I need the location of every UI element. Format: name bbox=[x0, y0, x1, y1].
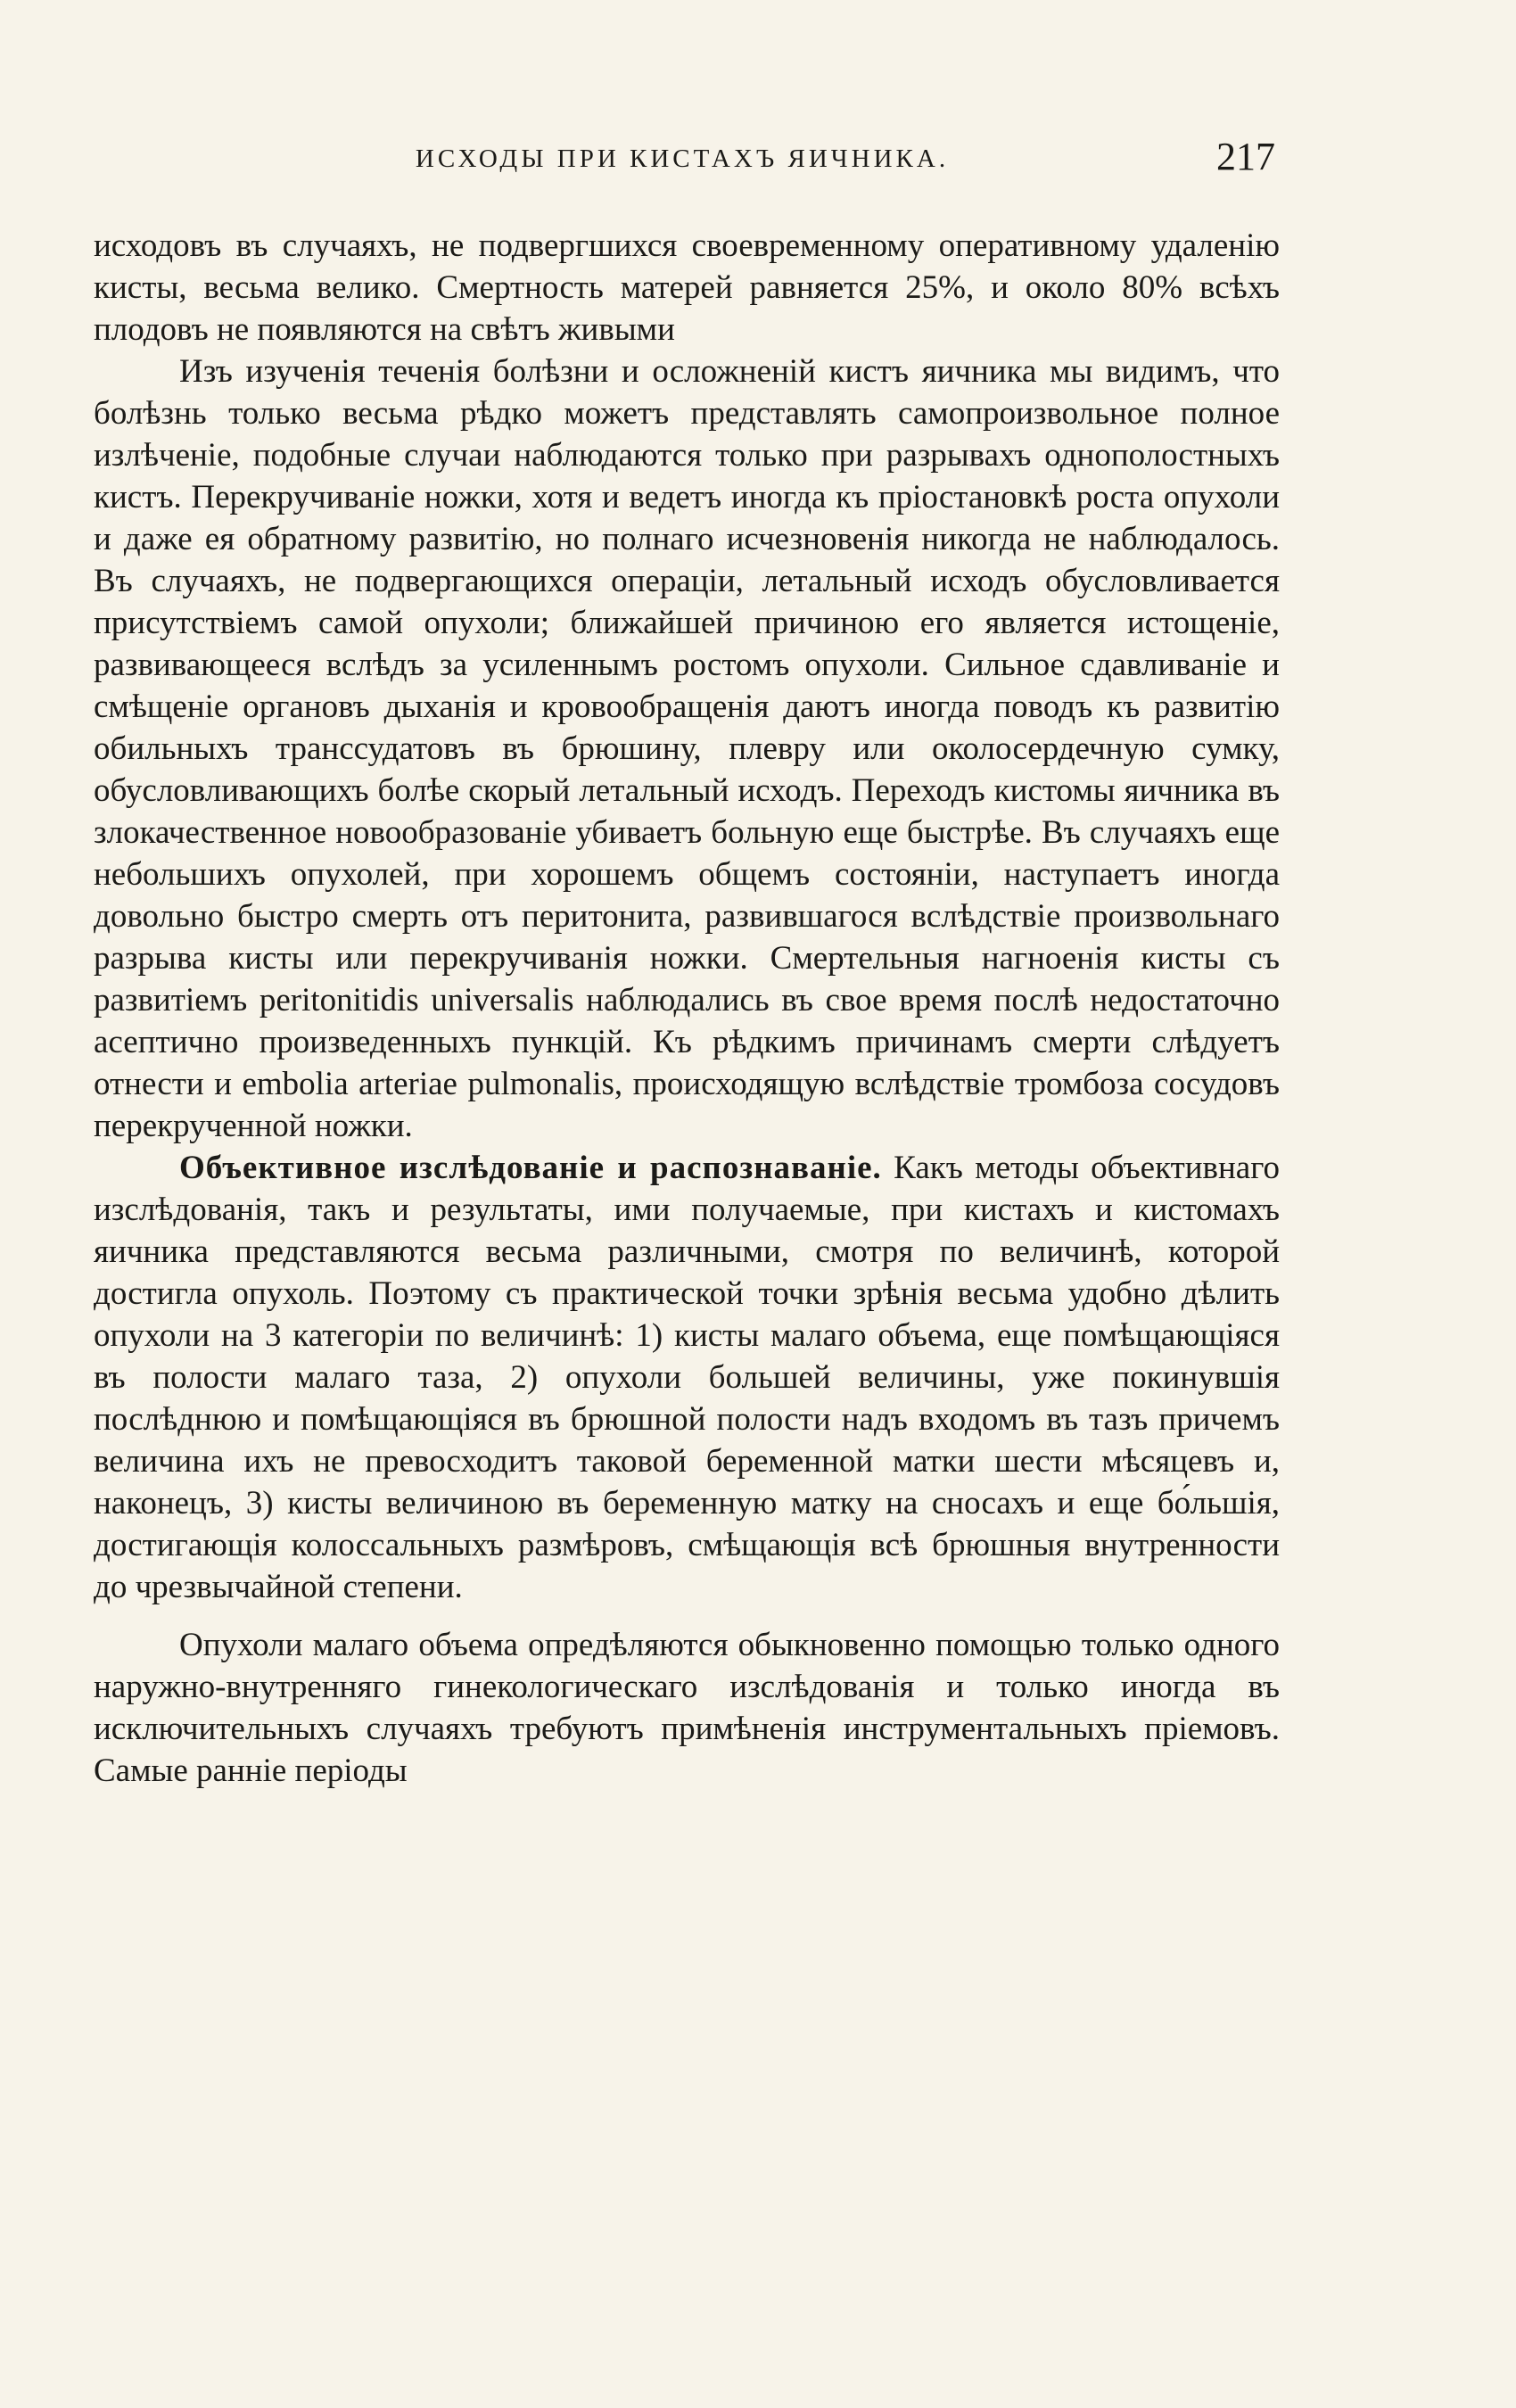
running-title: ИСХОДЫ ПРИ КИСТАХЪ ЯИЧНИКА. bbox=[415, 144, 950, 173]
paragraph-4: Опухоли малаго объема опредѣляются обыкновенно помощью только одного наружно-внутренняго гинекологическаго изслѣдованія и только иногда въ исключительныхъ случаяхъ требуютъ примѣненія инструментальныхъ пріемовъ. Самые ранніе періоды bbox=[94, 1627, 1280, 1789]
section-heading: Объективное изслѣдованіе и распознаваніе. bbox=[179, 1150, 882, 1186]
text-body bbox=[94, 225, 1280, 1792]
paragraph-1: исходовъ въ случаяхъ, не подвергшихся своевременному оперативному удаленію кисты, весьма велико. Смертность матерей равняется 25%, и около 80% всѣхъ плодовъ не появляются на свѣтъ живыми bbox=[94, 227, 1280, 348]
paragraph-3-text: Какъ методы объективнаго изслѣдованія, такъ и результаты, ими получаемые, при кистахъ и кистомахъ яичника представляются весьма различными, смотря по величинѣ, которой достигла опухоль. Поэтому съ практической точки зрѣнія весьма удобно дѣлить опухоли на 3 категоріи по величинѣ: 1) кисты малаго объема, еще помѣщающіяся въ полости малаго таза, 2) опухоли большей величины, уже покинувшія послѣднюю и помѣщающіяся въ брюшной полости надъ входомъ въ тазъ причемъ величина ихъ не превосходитъ таковой беременной матки шести мѣсяцевъ и, наконецъ, 3) кисты величиною въ беременную матку на сносахъ и еще бо́льшія, достигающія колоссальныхъ размѣровъ, смѣщающія всѣ брюшныя внутренности до чрезвычайной степени. bbox=[94, 1150, 1280, 1605]
paragraph-2: Изъ изученія теченія болѣзни и осложненій кистъ яичника мы видимъ, что болѣзнь только весьма рѣдко можетъ представлять самопроизвольное полное излѣченіе, подобные случаи наблюдаются только при разрывахъ однополостныхъ кистъ. Перекручиваніе ножки, хотя и ведетъ иногда къ пріостановкѣ роста опухоли и даже ея обратному развитію, но полнаго исчезновенія никогда не наблюдалось. Въ случаяхъ, не подвергающихся операціи, летальный исходъ обусловливается присутствіемъ самой опухоли; ближайшей причиною его является истощеніе, развивающееся вслѣдъ за усиленнымъ ростомъ опухоли. Сильное сдавливаніе и смѣщеніе органовъ дыханія и кровообращенія даютъ иногда поводъ къ развитію обильныхъ транссудатовъ въ брюшину, плевру или околосердечную сумку, обусловливающихъ болѣе скорый летальный исходъ. Переходъ кистомы яичника въ злокачественное новообразованіе убиваетъ больную еще быстрѣе. Въ случаяхъ еще небольшихъ опухолей, при хорошемъ общемъ состояніи, наступаетъ иногда довольно быстро смерть отъ перитонита, развившагося вслѣдствіе произвольнаго разрыва кисты или перекручиванія ножки. Смертельныя нагноенія кисты съ развитіемъ peritonitidis universalis наблюдались въ свое время послѣ недостаточно асептично произведенныхъ пункцій. Къ рѣдкимъ причинамъ смерти слѣдуетъ отнести и embolia arteriae pulmonalis, происходящую вслѣдствіе тромбоза сосудовъ перекрученной ножки. bbox=[94, 353, 1280, 1144]
page-number: 217 bbox=[1216, 135, 1275, 178]
paragraph-3 bbox=[94, 1147, 1280, 1608]
running-head bbox=[89, 134, 1275, 187]
